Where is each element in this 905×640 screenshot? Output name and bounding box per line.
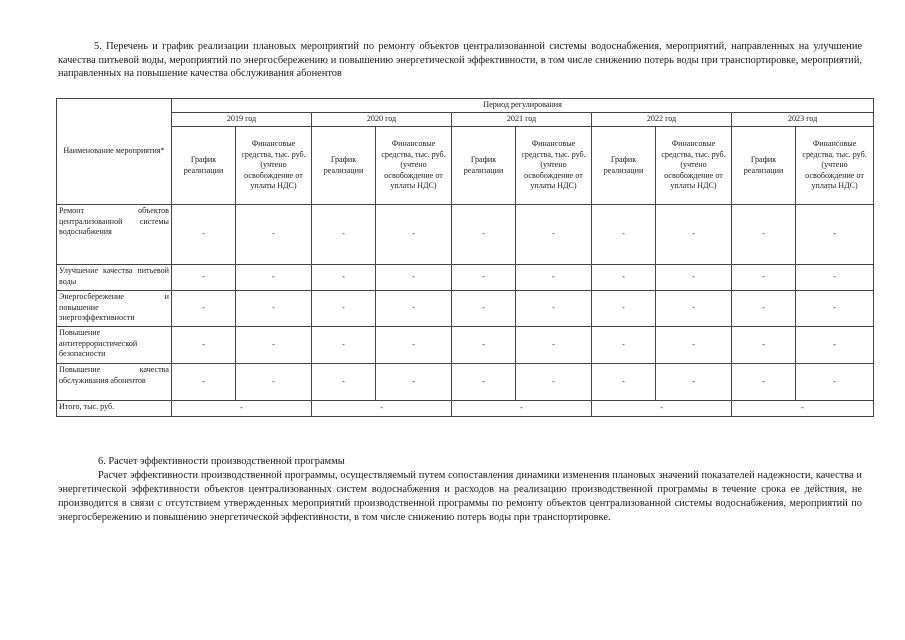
- total-cell: -: [312, 401, 452, 417]
- table-cell: -: [312, 265, 376, 291]
- table-cell: -: [656, 364, 732, 401]
- table-cell: -: [796, 265, 874, 291]
- total-label: Итого, тыс. руб.: [57, 401, 172, 417]
- table-cell: -: [452, 265, 516, 291]
- section-5-heading: 5. Перечень и график реализации плановых мероприятий по ремонту объектов централизованной системы водоснабжения, мероприятий, направленных на улучшение качества питьевой воды, мероприятий по энергосбережению и повышению энергетической эффективности, в том числе снижению потерь воды при транспортировке, мероприятий, направленных на повышение качества обслуживания абонентов: [58, 41, 862, 80]
- table-cell: -: [516, 265, 592, 291]
- row-name: Повышение антитеррористической безопасности: [57, 327, 172, 364]
- measures-table: [56, 98, 874, 417]
- year-header: 2019 год: [172, 113, 312, 127]
- table-cell: -: [656, 205, 732, 265]
- table-cell: -: [796, 291, 874, 327]
- table-row: [57, 364, 874, 401]
- table-row: [57, 327, 874, 364]
- table-cell: -: [172, 265, 236, 291]
- total-row: [57, 401, 874, 417]
- table-cell: -: [376, 205, 452, 265]
- subheader-schedule: График реализации: [452, 127, 516, 205]
- table-cell: -: [516, 327, 592, 364]
- row-name: Улучшение качества питьевой воды: [57, 265, 172, 291]
- total-cell: -: [172, 401, 312, 417]
- total-cell: -: [592, 401, 732, 417]
- table-row: [57, 291, 874, 327]
- table-cell: -: [592, 327, 656, 364]
- table-cell: -: [452, 327, 516, 364]
- table-cell: -: [796, 205, 874, 265]
- table-cell: -: [172, 327, 236, 364]
- table-cell: -: [592, 291, 656, 327]
- row-name: Повышение качества обслуживания абонентов: [57, 364, 172, 401]
- table-cell: -: [312, 291, 376, 327]
- year-header: 2022 год: [592, 113, 732, 127]
- table-cell: -: [236, 291, 312, 327]
- table-cell: -: [172, 291, 236, 327]
- table-row: [57, 205, 874, 265]
- table-cell: -: [236, 265, 312, 291]
- table-cell: -: [172, 205, 236, 265]
- table-row: [57, 265, 874, 291]
- table-cell: -: [592, 205, 656, 265]
- subheader-finance: Финансовые средства, тыс. руб. (учтено освобождение от уплаты НДС): [656, 127, 732, 205]
- column-header-name: Наименование мероприятия*: [57, 99, 172, 205]
- table-cell: -: [376, 364, 452, 401]
- subheader-finance: Финансовые средства, тыс. руб. (учтено освобождение от уплаты НДС): [796, 127, 874, 205]
- subheader-schedule: График реализации: [172, 127, 236, 205]
- table-cell: -: [656, 291, 732, 327]
- table-cell: -: [452, 291, 516, 327]
- row-name: Ремонт объектов централизованной системы водоснабжения: [57, 205, 172, 265]
- table-cell: -: [732, 205, 796, 265]
- table-cell: -: [732, 265, 796, 291]
- table-cell: -: [172, 364, 236, 401]
- table-cell: -: [796, 327, 874, 364]
- subheader-finance: Финансовые средства, тыс. руб. (учтено освобождение от уплаты НДС): [376, 127, 452, 205]
- table-cell: -: [732, 327, 796, 364]
- table-cell: -: [236, 364, 312, 401]
- subheader-finance: Финансовые средства, тыс. руб. (учтено освобождение от уплаты НДС): [236, 127, 312, 205]
- section-6-title: 6. Расчет эффективности производственной программы: [98, 456, 345, 467]
- table-cell: -: [732, 291, 796, 327]
- year-header: 2020 год: [312, 113, 452, 127]
- year-header: 2023 год: [732, 113, 874, 127]
- table-cell: -: [312, 327, 376, 364]
- subheader-finance: Финансовые средства, тыс. руб. (учтено освобождение от уплаты НДС): [516, 127, 592, 205]
- table-cell: -: [516, 205, 592, 265]
- table-cell: -: [592, 364, 656, 401]
- table-cell: -: [312, 364, 376, 401]
- table-cell: -: [452, 205, 516, 265]
- table-cell: -: [376, 265, 452, 291]
- table-cell: -: [656, 265, 732, 291]
- table-cell: -: [516, 291, 592, 327]
- table-cell: -: [516, 364, 592, 401]
- table-cell: -: [656, 327, 732, 364]
- table-cell: -: [452, 364, 516, 401]
- table-cell: -: [236, 327, 312, 364]
- table-cell: -: [312, 205, 376, 265]
- table-cell: -: [732, 364, 796, 401]
- subheader-schedule: График реализации: [312, 127, 376, 205]
- total-cell: -: [732, 401, 874, 417]
- subheader-schedule: График реализации: [732, 127, 796, 205]
- table-cell: -: [796, 364, 874, 401]
- table-cell: -: [236, 205, 312, 265]
- period-header: Период регулирования: [172, 99, 874, 113]
- table-cell: -: [592, 265, 656, 291]
- table-cell: -: [376, 291, 452, 327]
- table-cell: -: [376, 327, 452, 364]
- section-6-body: Расчет эффективности производственной программы, осуществляемый путем сопоставления динамики изменения плановых значений показателей надежности, качества и энергетической эффективности объектов централизованных систем водоснабжения и расходов на реализацию производственной программы в течение срока ее действия, не производится в связи с отсутствием утвержденных мероприятий производственной программы по ремонту объектов централизованной системы водоснабжения, мероприятий по энергосбережению и повышению энергетической эффективности, в том числе снижению потерь воды при транспортировке.: [58, 470, 862, 523]
- total-cell: -: [452, 401, 592, 417]
- year-header: 2021 год: [452, 113, 592, 127]
- subheader-schedule: График реализации: [592, 127, 656, 205]
- row-name: Энергосбережение и повышение энергоэффективности: [57, 291, 172, 327]
